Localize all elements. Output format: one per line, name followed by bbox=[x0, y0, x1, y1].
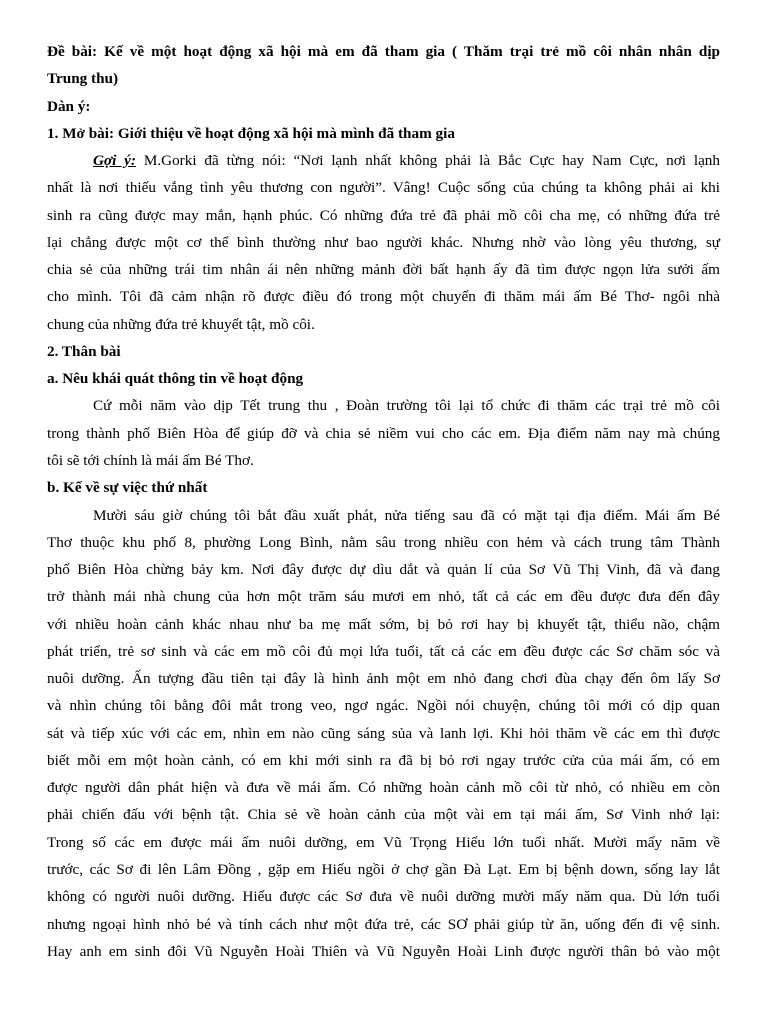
text-line: cho mình. Tôi đã cảm nhận rõ được điều đó trong một chuyến đi thăm mái ấm Bé Thơ- ngôi nhà bbox=[47, 288, 720, 306]
text-line: sinh ra cũng được may mắn, hạnh phúc. Có những đứa trẻ đã phải mồ côi cha mẹ, có những đứa trẻ bbox=[47, 206, 720, 224]
text-line: Trong số các em được mái ấm nuôi dưỡng, em Vũ Trọng Hiếu lớn tuổi nhất. Mười mấy năm về bbox=[47, 833, 720, 851]
subsection-a-paragraph bbox=[47, 392, 720, 474]
text-line bbox=[47, 147, 720, 174]
text-line: lại chẳng được một cơ thể bình thường như bao người khác. Nhưng nhờ vào lòng yêu thương, sự bbox=[47, 233, 720, 251]
subsection-heading-a: a. Nêu khái quát thông tin về hoạt động bbox=[47, 370, 304, 388]
assignment-title-line: Đề bài: Kế về một hoạt động xã hội mà em đã tham gia ( Thăm trại trẻ mồ côi nhân nhân dịp bbox=[47, 43, 720, 60]
section-heading-intro: 1. Mở bài: Giới thiệu về hoạt động xã hội mà mình đã tham gia bbox=[47, 124, 455, 142]
outline-label: Dàn ý: bbox=[47, 97, 91, 115]
text-line: chia sẻ của những trái tim nhân ái nên những mảnh đời bất hạnh ấy đã tìm được ngọn lửa sưởi ấm bbox=[47, 261, 720, 279]
text-line: Mười sáu giờ chúng tôi bắt đầu xuất phát, nửa tiếng sau đã có mặt tại địa điểm. Mái ấm Bé bbox=[93, 506, 720, 524]
subsection-b-paragraph bbox=[47, 502, 720, 966]
text-line: phát triển, trẻ sơ sinh và các em mồ côi đủ mọi lứa tuổi, tất cả các em đều được các Sơ chăm sóc và bbox=[47, 642, 720, 660]
text-line: Hay anh em sinh đôi Vũ Nguyễn Hoài Thiên và Vũ Nguyễn Hoài Linh được người thân bỏ vào một bbox=[47, 942, 720, 960]
text-line: nhất là nơi thiếu vắng tình yêu thương con người”. Vâng! Cuộc sống của chúng ta không phải ai khi bbox=[47, 179, 720, 197]
text-line: với nhiều hoàn cảnh khác nhau như ba mẹ mất sớm, bị bỏ rơi hay bị khuyết tật, thiểu não, chậm bbox=[47, 615, 720, 633]
text-line: phải chiến đấu với bệnh tật. Chia sẻ về hoàn cảnh của một vài em tại mái ấm, Sơ Vinh nhớ lại: bbox=[47, 806, 720, 824]
text-line: và nhìn chúng tôi bằng đôi mắt trong veo, ngơ ngác. Ngồi nói chuyện, chúng tôi mới có dịp quan bbox=[47, 697, 720, 715]
text-line: tôi sẽ tới chính là mái ấm Bé Thơ. bbox=[47, 451, 254, 469]
text-line: Cứ mỗi năm vào dịp Tết trung thu , Đoàn trường tôi lại tổ chức đi thăm các trại trẻ mồ côi bbox=[93, 397, 720, 415]
text-line: trong thành phố Biên Hòa để giúp đỡ và chia sẻ niềm vui cho các em. Địa điểm năm nay mà chúng bbox=[47, 424, 720, 442]
text-line: nuôi dưỡng. Ấn tượng đầu tiên tại đây là hình ảnh một em nhỏ đang chơi đùa chạy đến ôm lấy Sơ bbox=[47, 670, 720, 688]
text-line: được người dân phát hiện và đưa về mái ấm. Có những hoàn cảnh mồ côi từ nhỏ, có nhiều em còn bbox=[47, 779, 720, 797]
hint-label: Gợi ý: bbox=[93, 152, 136, 170]
assignment-title-line: Trung thu) bbox=[47, 70, 119, 88]
text-line: trở thành mái nhà chung của hơn một trăm sáu mươi em nhỏ, tất cả các em đều được đưa đến đây bbox=[47, 588, 720, 606]
subsection-heading-b: b. Kế về sự việc thứ nhất bbox=[47, 479, 208, 497]
section-heading-body: 2. Thân bài bbox=[47, 342, 121, 360]
text-line: nhưng ngoại hình nhỏ bé và tính cách như một đứa trẻ, các SƠ phải giúp từ ăn, uống đến đi vệ sinh. bbox=[47, 915, 720, 933]
text-line: phố Biên Hòa chừng bảy km. Nơi đây được dự dìu dắt và quản lí của Sơ Vũ Thị Vinh, đã và đang bbox=[47, 561, 720, 579]
text-run: M.Gorki đã từng nói: “Nơi lạnh nhất không phải là Bắc Cực hay Nam Cực, nơi lạnh bbox=[135, 152, 720, 170]
text-line: sát và tiếp xúc với các em, nhìn em nào cũng sáng sủa và lanh lợi. Khi hỏi thăm về các em thì được bbox=[47, 724, 720, 742]
document-page bbox=[47, 38, 720, 965]
text-line: chung của những đứa trẻ khuyết tật, mồ côi. bbox=[47, 315, 315, 333]
text-line: biết mỗi em một hoàn cảnh, có em khi mới sinh ra đã bị bỏ rơi ngay trước cửa của mái ấm, có em bbox=[47, 751, 720, 769]
text-line: trước, các Sơ đi lên Lâm Đồng , gặp em Hiếu ngồi ở chợ gần Đà Lạt. Em bị bệnh down, sống lay lắt bbox=[47, 860, 720, 878]
text-line: không có người nuôi dưỡng. Hiếu được các Sơ đưa về nuôi dưỡng mười mấy năm qua. Dù lớn tuổi bbox=[47, 888, 720, 906]
intro-paragraph bbox=[47, 147, 720, 338]
text-line: Thơ thuộc khu phố 8, phường Long Bình, nằm sâu trong nhiều con hẻm và cách trung tâm Thành bbox=[47, 533, 720, 551]
